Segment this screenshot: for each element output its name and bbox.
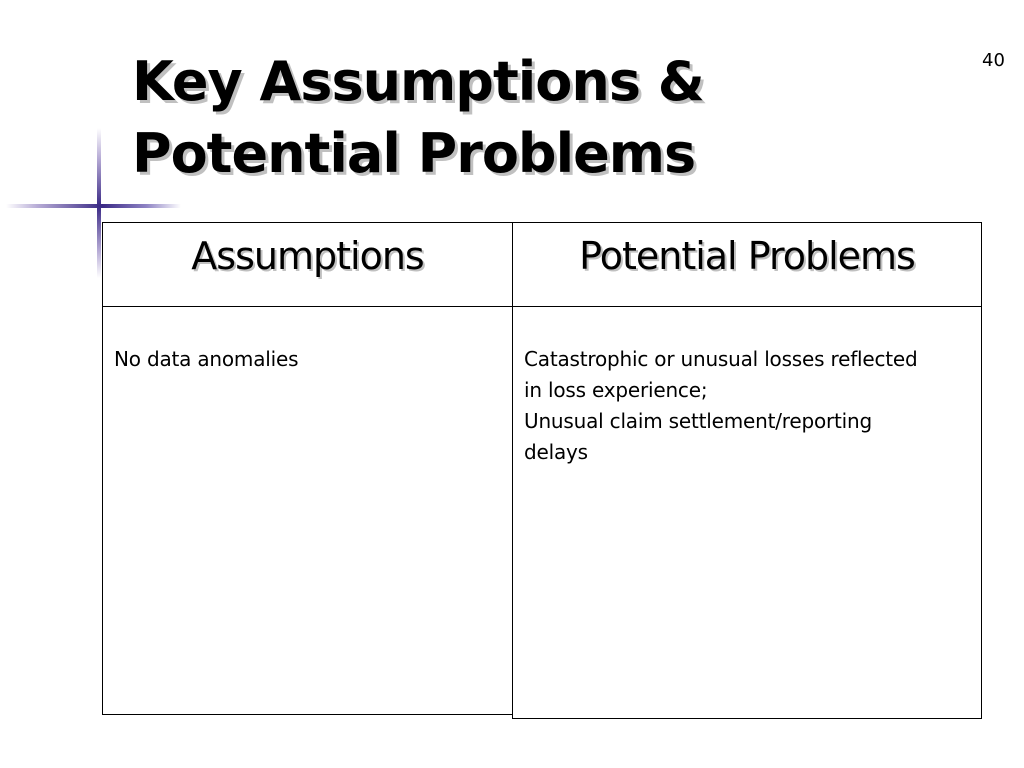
table-header-potential-problems bbox=[512, 222, 982, 307]
problems-line: Catastrophic or unusual losses reflected bbox=[524, 347, 918, 371]
title-line-1: Key Assumptions & bbox=[132, 50, 704, 113]
decorative-crosshair-vertical bbox=[97, 128, 101, 278]
table-cell-potential-problems bbox=[512, 306, 982, 719]
assumptions-text bbox=[103, 307, 512, 375]
problems-text bbox=[513, 307, 981, 468]
table-cell-assumptions bbox=[102, 306, 513, 715]
table-header-assumptions bbox=[102, 222, 513, 307]
slide-title bbox=[132, 46, 952, 190]
problems-line: in loss experience; bbox=[524, 378, 708, 402]
assumptions-line: No data anomalies bbox=[114, 347, 299, 371]
problems-line: Unusual claim settlement/reporting bbox=[524, 409, 872, 433]
problems-line: delays bbox=[524, 440, 588, 464]
title-line-2: Potential Problems bbox=[132, 122, 696, 185]
slide-number: 40 bbox=[982, 50, 1005, 71]
decorative-crosshair-horizontal bbox=[6, 204, 181, 208]
header-label-assumptions: Assumptions bbox=[191, 234, 424, 278]
header-label-potential-problems: Potential Problems bbox=[579, 234, 915, 278]
